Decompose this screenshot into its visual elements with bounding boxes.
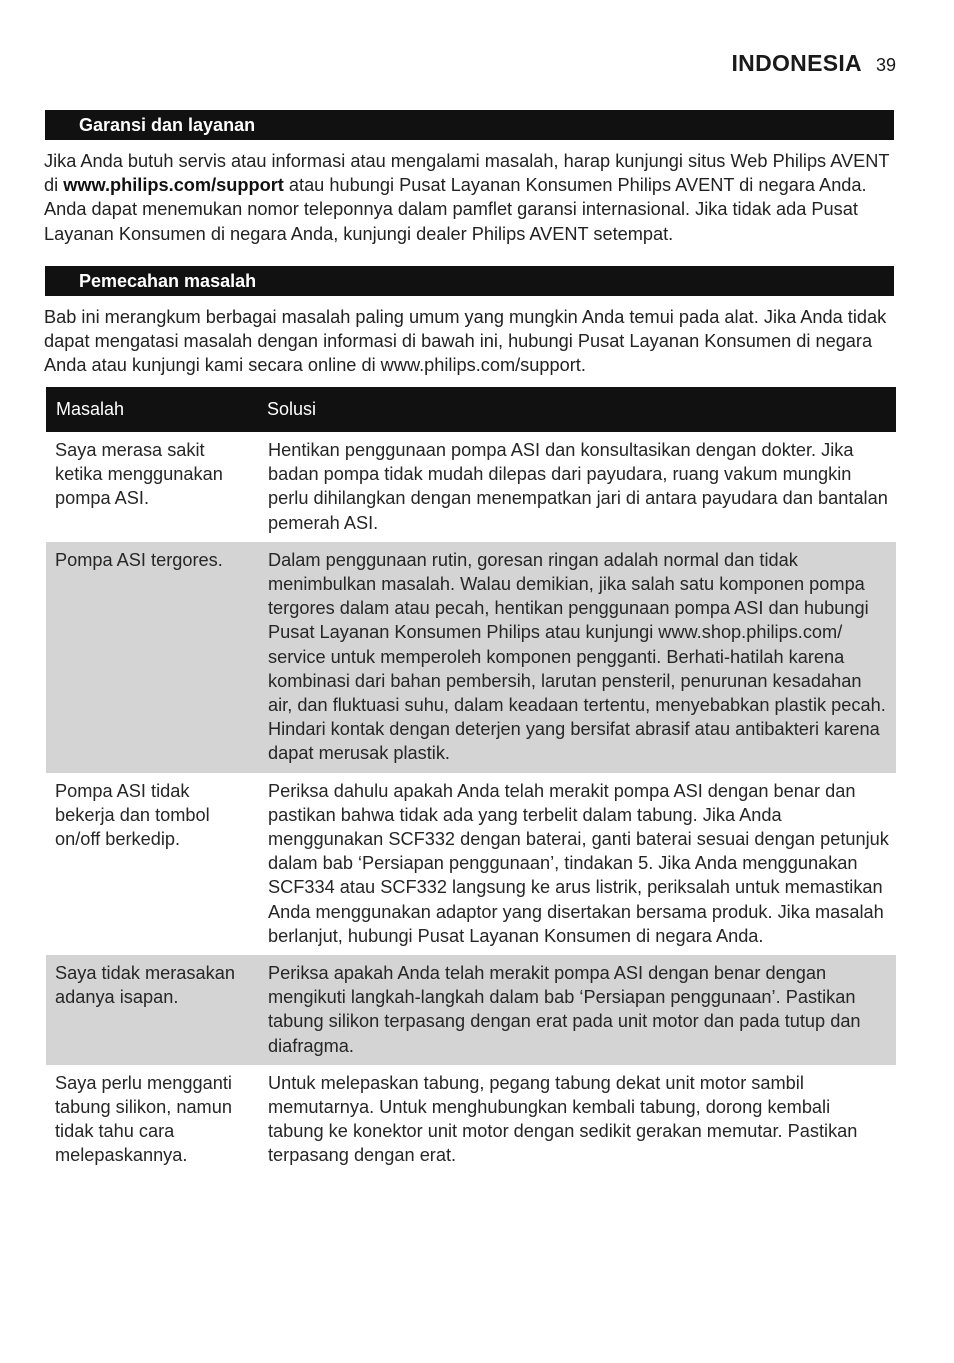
warranty-paragraph: [44, 149, 904, 246]
table-row: [46, 955, 896, 1065]
problem-cell: Saya merasa sakit ketika menggunakan pompa ASI.: [55, 440, 223, 509]
page-header: [731, 50, 896, 77]
problem-cell: Saya perlu mengganti tabung silikon, namun tidak tahu cara melepaskannya.: [55, 1072, 232, 1166]
solution-cell: Periksa dahulu apakah Anda telah merakit pompa ASI dengan benar dan pastikan bahwa tidak ada yang terbelit dalam tabung. Jika Anda menggunakan SCF332 dengan baterai, ganti baterai sesuai dengan petunjuk dalam bab ‘Persiapan penggunaan’, tindakan 5. Jika Anda menggunakan SCF334 atau SCF332 langsung ke arus listrik, periksalah untuk memastikan Anda menggunakan adaptor yang disertakan bersama produk. Jika masalah berlanjut, hubungi Pusat Layanan Konsumen di negara Anda.: [268, 780, 889, 946]
support-link[interactable]: www.philips.com/support: [63, 175, 284, 196]
troubleshooting-intro: Bab ini merangkum berbagai masalah paling umum yang mungkin Anda temui pada alat. Jika Anda tidak dapat mengatasi masalah dengan informasi di bawah ini, hubungi Pusat Layanan Konsumen di negara Anda atau kunjungi kami secara online di www.philips.com/support.: [44, 307, 887, 376]
problem-cell: Pompa ASI tidak bekerja dan tombol on/off berkedip.: [55, 780, 210, 850]
solution-cell: Untuk melepaskan tabung, pegang tabung dekat unit motor sambil memutarnya. Untuk menghubungkan kembali tabung, dorong kembali tabung ke konektor unit motor dengan sedikit gerakan memutar. Pastikan terpasang dengan erat.: [268, 1072, 858, 1166]
table-row: [46, 432, 896, 542]
solution-cell: Dalam penggunaan rutin, goresan ringan adalah normal dan tidak menimbulkan masalah. Walau demikian, jika salah satu komponen pompa tergores dalam atau pecah, hentikan penggunaan pompa ASI dan hubungi Pusat Layanan Konsumen Philips atau kunjungi www.shop.philips.com/ service untuk memperoleh komponen pengganti. Berhati-hatilah karena kombinasi dari bahan pembersih, larutan pensteril, penurunan kesadahan air, dan fluktuasi suhu, dalam keadaan tertentu, menyebabkan plastik pecah. Hindari kontak dengan deterjen yang bersifat abrasif atau antibakteri karena dapat merusak plastik.: [257, 542, 896, 773]
problem-cell: Pompa ASI tergores.: [46, 542, 257, 773]
troubleshooting-table: [46, 387, 896, 1175]
column-header-problem: Masalah: [46, 387, 257, 432]
language-label: INDONESIA: [731, 50, 862, 76]
warranty-text-before: Jika Anda butuh servis atau informasi atau mengalami masalah, harap kunjungi situs Web Philips AVENT di: [44, 151, 890, 196]
table-row: [46, 1065, 896, 1175]
warranty-text-after: atau hubungi Pusat Layanan Konsumen Philips AVENT di negara Anda. Anda dapat menemukan nomor teleponnya dalam pamflet garansi internasional. Jika tidak ada Pusat Layanan Konsumen di negara Anda, kunjungi dealer Philips AVENT setempat.: [44, 175, 867, 244]
problem-cell: Saya tidak merasakan adanya isapan.: [46, 955, 257, 1065]
solution-cell: Periksa apakah Anda telah merakit pompa ASI dengan benar dengan mengikuti langkah-langkah dalam bab ‘Persiapan penggunaan’. Pastikan tabung silikon terpasang dengan erat pada unit motor dan pada tutup dan diafragma.: [257, 955, 896, 1065]
section-title-troubleshooting: Pemecahan masalah: [45, 266, 894, 296]
page-number: 39: [875, 55, 896, 75]
table-row: [46, 542, 896, 773]
table-row: [46, 773, 896, 955]
table-header-row: [46, 387, 896, 432]
column-header-solution: Solusi: [257, 387, 896, 432]
section-title-warranty: Garansi dan layanan: [45, 110, 894, 140]
solution-cell: Hentikan penggunaan pompa ASI dan konsultasikan dengan dokter. Jika badan pompa tidak mudah dilepas dari payudara, ruang vakum mungkin perlu dihilangkan dengan menempatkan jari di antara payudara dan bantalan pemerah ASI.: [268, 440, 888, 533]
